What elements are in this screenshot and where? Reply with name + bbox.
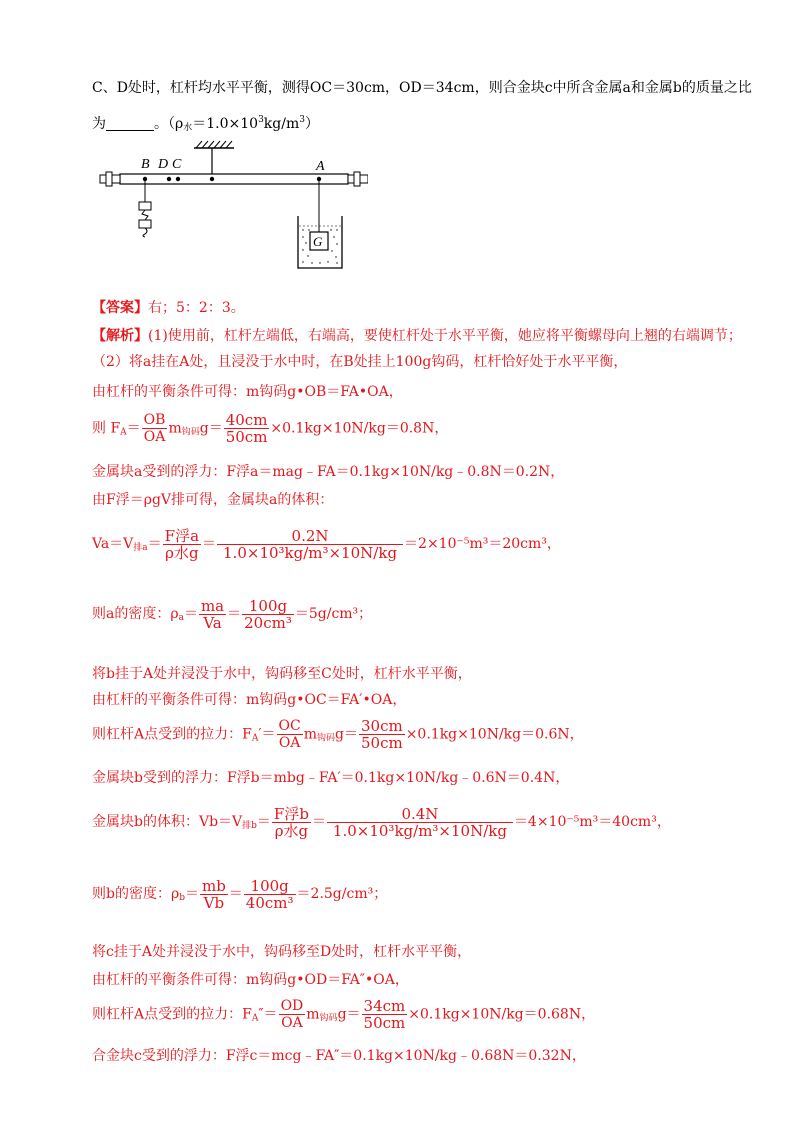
analysis-line-2 [92,352,627,372]
analysis-line-13 [92,804,671,844]
p4-frac1-num: OB [143,412,166,428]
analysis-line-9 [92,664,472,684]
p17-frac2 [362,998,408,1031]
rho-sub: 水 [183,123,193,133]
p7-frac2-num: 0.2N [217,528,403,545]
p8-eq2: ＝ [227,606,242,622]
p14-eq2: ＝ [228,886,243,902]
p4-frac2 [224,412,270,445]
p7-eq2: ＝ [202,536,217,552]
p17-msub: 钩码 [319,1013,338,1024]
analysis-line-11 [92,718,584,755]
p11-frac2-den: 50cm [360,734,403,752]
p11-frac2-num: 30cm [360,717,403,735]
p13-frac2 [327,806,513,839]
p8-frac2-num: 100g [242,598,294,615]
analysis-tag: 【解析】 [92,328,148,344]
p4-frac1-den: OA [143,429,166,445]
p8-sub: a [178,613,184,623]
p17-eq: ″＝ [258,1006,278,1023]
p4-eq: ＝ [126,420,141,437]
p17-frac1 [279,998,306,1031]
p17-frac2-num: 34cm [363,997,406,1015]
p7-eq: ＝ [147,536,162,552]
p8-frac1 [199,598,226,631]
p13-frac1-den: ρ水g [274,821,309,840]
p17-tail: ×0.1kg×10N/kg＝0.68N， [408,1006,596,1023]
p13-frac1 [272,806,311,839]
p14-sub: b [179,893,185,903]
p4-tail: ×0.1kg×10N/kg＝0.8N， [270,420,449,437]
question-line-1 [92,78,752,98]
p17-frac1-den: OA [281,1015,303,1031]
rho-value: ＝1.0×10 [192,116,259,132]
p7-tail: ＝2×10⁻⁵m³＝20cm³， [404,536,561,552]
label-B: B [141,157,150,172]
analysis-p15: 将c挂于A处并浸没于水中，钩码移至D处时，杠杆水平平衡， [92,944,472,960]
p14-frac1-num: mb [201,876,226,895]
p8-prefix: 则a的密度：ρ [92,606,179,622]
p4-frac1 [142,412,168,445]
rho-unit: kg/m [263,116,300,132]
p17-g: g＝ [337,1006,361,1023]
p11-frac1-num: OC [278,718,301,734]
p11-g: g＝ [335,726,358,743]
p8-frac2 [242,598,294,631]
p8-tail: ＝5g/cm³； [294,606,373,622]
p11-mid: m [303,726,317,743]
analysis-line-4 [92,412,448,449]
p4-g: g＝ [199,420,223,437]
p11-tail: ×0.1kg×10N/kg＝0.6N， [405,726,584,743]
p8-frac1-num: ma [200,596,225,615]
analysis-p5: 金属块a受到的浮力：F浮a＝mag﹣FA＝0.1kg×10N/kg﹣0.8N＝0.2N， [92,464,565,480]
analysis-line-14 [92,876,387,916]
analysis-line-18 [92,1046,586,1066]
p7-frac1-den: ρ水g [165,543,199,562]
p13-tail: ＝4×10⁻⁵m³＝40cm³， [513,814,671,830]
p7-frac1 [163,528,201,561]
question-suffix: 。（ρ [154,116,184,132]
analysis-line-8 [92,596,372,636]
analysis-p18: 合金块c受到的浮力：F浮c＝mcg﹣FA″＝0.1kg×10N/kg﹣0.68N＝0.32N， [92,1048,586,1064]
p8-frac1-den: Va [203,613,222,632]
analysis-line-16 [92,970,409,990]
p13-frac2-num: 0.4N [327,806,513,823]
answer-blank [106,116,154,131]
p17-frac2-den: 50cm [363,1014,406,1032]
p14-frac2-num: 100g [244,878,296,895]
p14-eq: ＝ [184,886,199,902]
analysis-p9: 将b挂于A处并浸没于水中，钩码移至C处时，杠杆水平平衡， [92,666,472,682]
question-prefix: 为 [92,116,106,132]
analysis-line-1 [92,326,742,346]
analysis-line-5 [92,462,564,482]
p11-frac2 [359,718,405,751]
lever-figure [98,140,368,272]
p17-sub: A [251,1013,259,1024]
analysis-p12: 金属块b受到的浮力：F浮b＝mbg﹣FA′＝0.1kg×10N/kg﹣0.6N＝0.4N， [92,770,570,786]
p4-prefix: 则 F [92,420,121,437]
rho-exp: 3 [258,115,264,125]
p14-frac2-den: 40cm³ [245,893,294,912]
p13-prefix: 金属块b的体积：Vb＝V [92,814,243,830]
p14-frac1 [200,878,228,911]
p11-eq: ′＝ [258,726,276,743]
label-A: A [316,159,325,174]
p7-prefix: Va＝V [92,536,134,552]
p11-msub: 钩码 [317,733,336,744]
p13-sub: 排b [242,821,257,831]
p7-frac2-den: 1.0×10³kg/m³×10N/kg [223,543,398,562]
p14-tail: ＝2.5g/cm³； [296,886,388,902]
question-text: C、D处时，杠杆均水平平衡，测得OC＝30cm，OD＝34cm，则合金块c中所含金属a和金属b的质量之比 [92,80,752,96]
p4-sub: A [120,427,127,438]
p4-msub: 钩码 [181,427,200,438]
p11-frac1-den: OA [278,735,301,751]
p13-eq: ＝ [256,814,271,830]
analysis-line-10 [92,690,406,710]
p11-sub: A [251,733,259,744]
p8-eq: ＝ [183,606,198,622]
p13-eq2: ＝ [311,814,326,830]
question-line-2 [92,110,319,138]
label-G: G [313,234,323,249]
p14-prefix: 则b的密度：ρ [92,886,180,902]
p4-frac2-den: 50cm [225,428,268,446]
rho-unit-exp: 3 [299,115,305,125]
analysis-line-15 [92,942,471,962]
p4-frac2-num: 40cm [225,411,268,429]
p14-frac1-den: Vb [203,893,225,912]
p17-mid: m [306,1006,320,1023]
analysis-line-12 [92,768,569,788]
p14-frac2 [244,878,296,911]
answer-line [92,298,245,318]
analysis-p16: 由杠杆的平衡条件可得：m钩码g•OD＝FA″•OA， [92,972,409,988]
p7-sub: 排a [133,543,148,553]
p11-frac1 [277,718,303,751]
label-C: C [172,157,182,172]
p17-frac1-num: OD [280,998,304,1014]
question-close: ） [304,116,319,132]
answer-text: 右；5：2：3。 [148,300,245,316]
p13-frac2-den: 1.0×10³kg/m³×10N/kg [332,821,507,840]
analysis-line-3 [92,382,403,402]
analysis-line-17 [92,998,595,1035]
p8-frac2-den: 20cm³ [244,613,292,632]
analysis-p6: 由F浮＝ρgV排可得，金属块a的体积： [92,492,334,508]
analysis-line-6 [92,490,333,510]
analysis-p10: 由杠杆的平衡条件可得：m钩码g•OC＝FA′•OA， [92,692,407,708]
p4-mid: m [168,420,182,437]
analysis-p1: (1)使用前，杠杆左端低，右端高，要使杠杆处于水平平衡，她应将平衡螺母向上翘的右端调节； [148,328,742,344]
analysis-line-7 [92,526,561,566]
answer-tag: 【答案】 [92,300,148,316]
label-D: D [158,157,169,172]
p13-frac1-num: F浮b [273,804,309,823]
p17-prefix: 则杠杆A点受到的拉力：F [92,1006,252,1023]
analysis-p3: 由杠杆的平衡条件可得：m钩码g•OB＝FA•OA， [92,384,403,400]
p11-prefix: 则杠杆A点受到的拉力：F [92,726,252,743]
p7-frac2 [217,528,403,561]
analysis-p2: （2）将a挂在A处，且浸没于水中时，在B处挂上100g钩码，杠杆恰好处于水平平衡， [92,354,628,370]
p7-frac1-num: F浮a [164,526,200,545]
